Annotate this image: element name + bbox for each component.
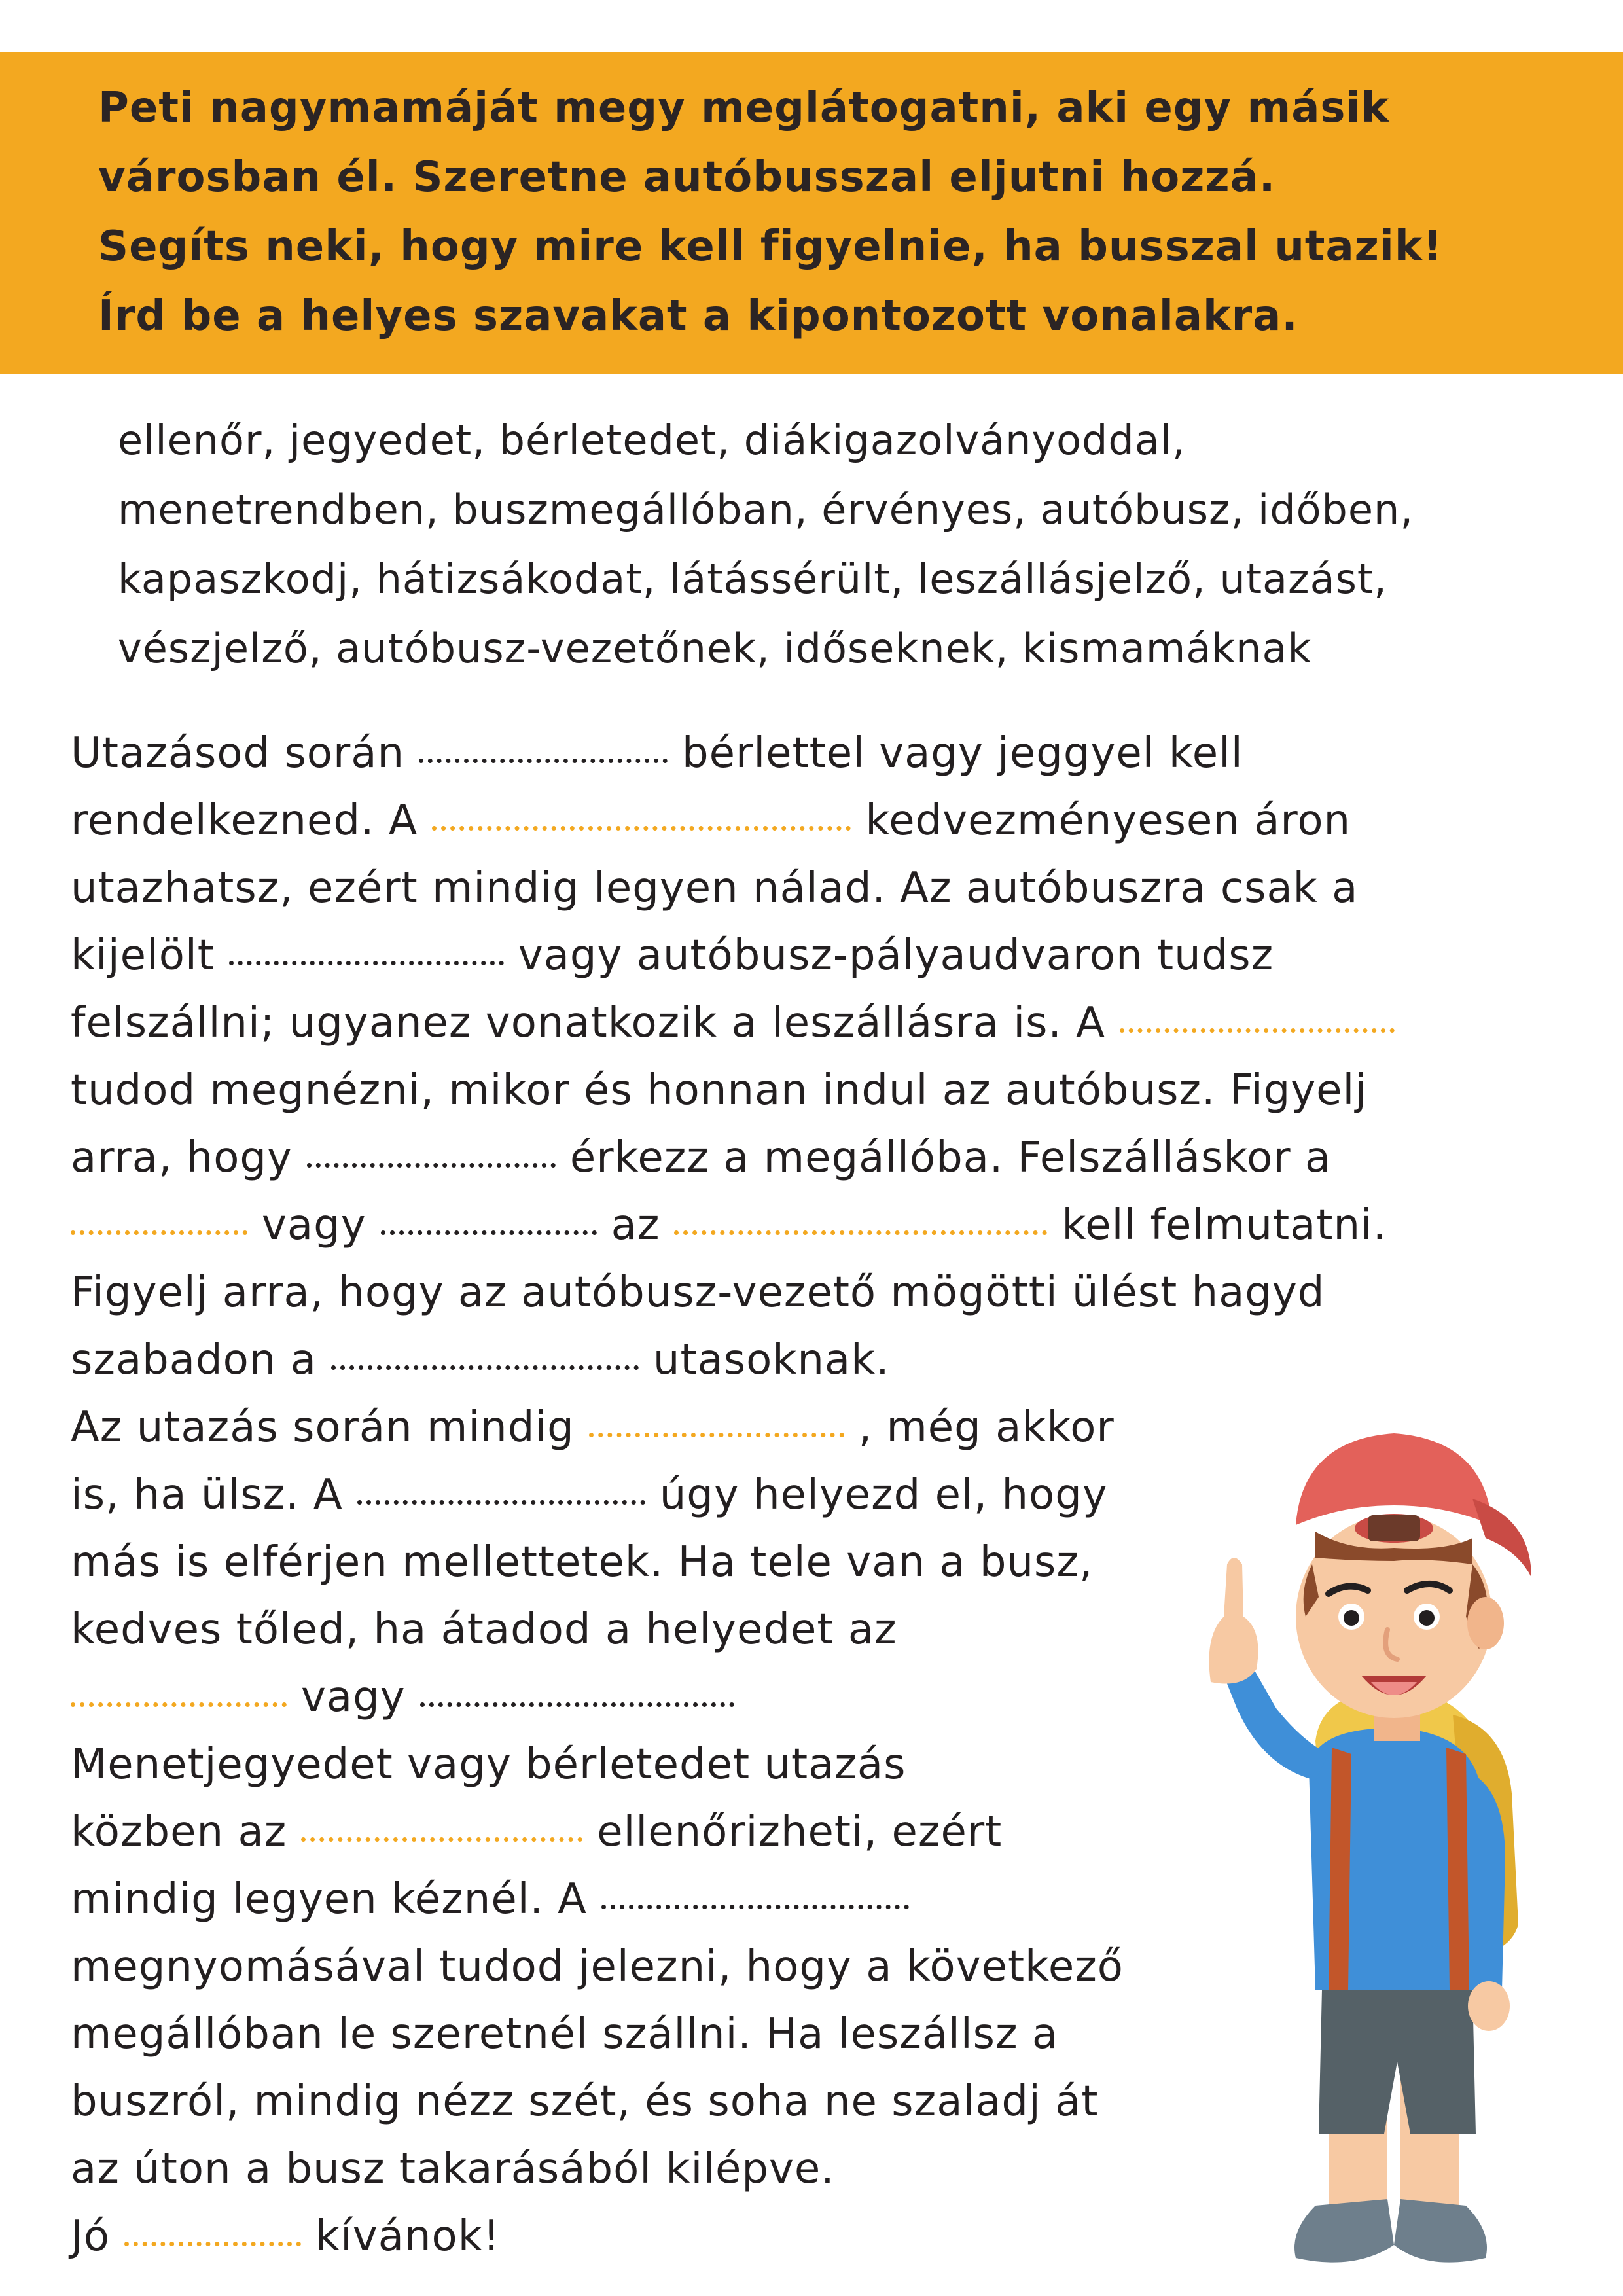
- text-fragment: közben az: [71, 1808, 287, 1856]
- text-fragment: vagy: [301, 1673, 406, 1721]
- word-bank-line: vészjelző, autóbusz-vezetőnek, időseknek, kismamáknak: [118, 624, 1312, 672]
- text-fragment: Menetjegyedet vagy bérletedet utazás: [71, 1740, 906, 1789]
- text-fragment: kell felmutatni.: [1061, 1201, 1387, 1249]
- blank[interactable]: [71, 1230, 247, 1235]
- text-line: [71, 990, 1510, 1057]
- text-fragment: arra, hogy: [71, 1134, 293, 1182]
- text-line: [71, 922, 1510, 990]
- text-line: [71, 1259, 1510, 1327]
- text-fragment: vagy: [262, 1201, 366, 1249]
- text-fragment: megállóban le szeretnél szállni. Ha leszállsz a: [71, 2010, 1059, 2058]
- pointing-finger-icon: [1209, 1558, 1258, 1684]
- text-fragment: más is elférjen mellettetek. Ha tele van a busz,: [71, 1538, 1094, 1587]
- text-line: [71, 720, 1510, 787]
- text-fragment: is, ha ülsz. A: [71, 1471, 343, 1519]
- instruction-line: városban él. Szeretne autóbusszal eljutni hozzá.: [98, 153, 1276, 202]
- text-fragment: rendelkezned. A: [71, 797, 418, 845]
- text-fragment: Az utazás során mindig: [71, 1403, 575, 1452]
- text-fragment: az: [611, 1201, 660, 1249]
- blank[interactable]: [674, 1230, 1047, 1235]
- word-bank: [118, 406, 1590, 683]
- text-fragment: bérlettel vagy jeggyel kell: [682, 729, 1243, 778]
- blank[interactable]: [432, 826, 851, 831]
- text-fragment: kívánok!: [315, 2212, 501, 2261]
- instruction-line: Írd be a helyes szavakat a kipontozott vonalakra.: [98, 292, 1298, 340]
- text-line: [71, 1057, 1510, 1124]
- word-bank-line: kapaszkodj, hátizsákodat, látássérült, leszállásjelző, utazást,: [118, 555, 1387, 603]
- blank[interactable]: [307, 1163, 556, 1168]
- blank[interactable]: [301, 1837, 582, 1842]
- boy-illustration: [1165, 1401, 1558, 2291]
- text-fragment: vagy autóbusz-pályaudvaron tudsz: [518, 931, 1274, 980]
- text-fragment: érkezz a megállóba. Felszálláskor a: [569, 1134, 1332, 1182]
- text-fragment: Jó: [71, 2212, 111, 2261]
- blank[interactable]: [419, 759, 668, 763]
- text-fragment: kedvezményesen áron: [865, 797, 1351, 845]
- text-fragment: szabadon a: [71, 1336, 317, 1384]
- word-bank-line: menetrendben, buszmegállóban, érvényes, autóbusz, időben,: [118, 486, 1414, 533]
- blank[interactable]: [331, 1365, 639, 1370]
- text-fragment: ellenőrizheti, ezért: [597, 1808, 1003, 1856]
- blank[interactable]: [1120, 1028, 1395, 1033]
- text-fragment: , még akkor: [858, 1403, 1115, 1452]
- text-line: [71, 1327, 1510, 1394]
- blank[interactable]: [71, 1702, 287, 1707]
- text-line: [71, 1192, 1510, 1259]
- word-bank-line: ellenőr, jegyedet, bérletedet, diákigazolványoddal,: [118, 416, 1186, 464]
- text-fragment: tudod megnézni, mikor és honnan indul az autóbusz. Figyelj: [71, 1066, 1368, 1115]
- cap-icon: [1296, 1433, 1492, 1525]
- text-fragment: Figyelj arra, hogy az autóbusz-vezető mögötti ülést hagyd: [71, 1268, 1325, 1317]
- text-line: [71, 855, 1510, 922]
- blank[interactable]: [357, 1500, 645, 1505]
- text-fragment: mindig legyen kéznél. A: [71, 1875, 587, 1924]
- text-fragment: megnyomásával tudod jelezni, hogy a következő: [71, 1943, 1124, 1991]
- instruction-line: Segíts neki, hogy mire kell figyelnie, ha busszal utazik!: [98, 223, 1443, 271]
- text-fragment: buszról, mindig nézz szét, és soha ne szaladj át: [71, 2077, 1099, 2126]
- text-fragment: utasoknak.: [652, 1336, 890, 1384]
- blank[interactable]: [420, 1702, 734, 1707]
- text-fragment: kedves tőled, ha átadod a helyedet az: [71, 1605, 897, 1654]
- blank[interactable]: [589, 1433, 844, 1437]
- blank[interactable]: [601, 1905, 909, 1909]
- blank[interactable]: [124, 2242, 301, 2246]
- text-fragment: az úton a busz takarásából kilépve.: [71, 2145, 835, 2193]
- text-fragment: kijelölt: [71, 931, 215, 980]
- text-fragment: úgy helyezd el, hogy: [659, 1471, 1108, 1519]
- text-fragment: felszállni; ugyanez vonatkozik a leszállásra is. A: [71, 999, 1105, 1047]
- text-fragment: Utazásod során: [71, 729, 405, 778]
- instruction-line: Peti nagymamáját megy meglátogatni, aki egy másik: [98, 84, 1389, 132]
- text-line: [71, 1124, 1510, 1192]
- text-fragment: utazhatsz, ezért mindig legyen nálad. Az autóbuszra csak a: [71, 864, 1359, 912]
- text-line: [71, 787, 1510, 855]
- blank[interactable]: [229, 961, 504, 965]
- instruction-text: [98, 73, 1538, 351]
- blank[interactable]: [381, 1230, 597, 1235]
